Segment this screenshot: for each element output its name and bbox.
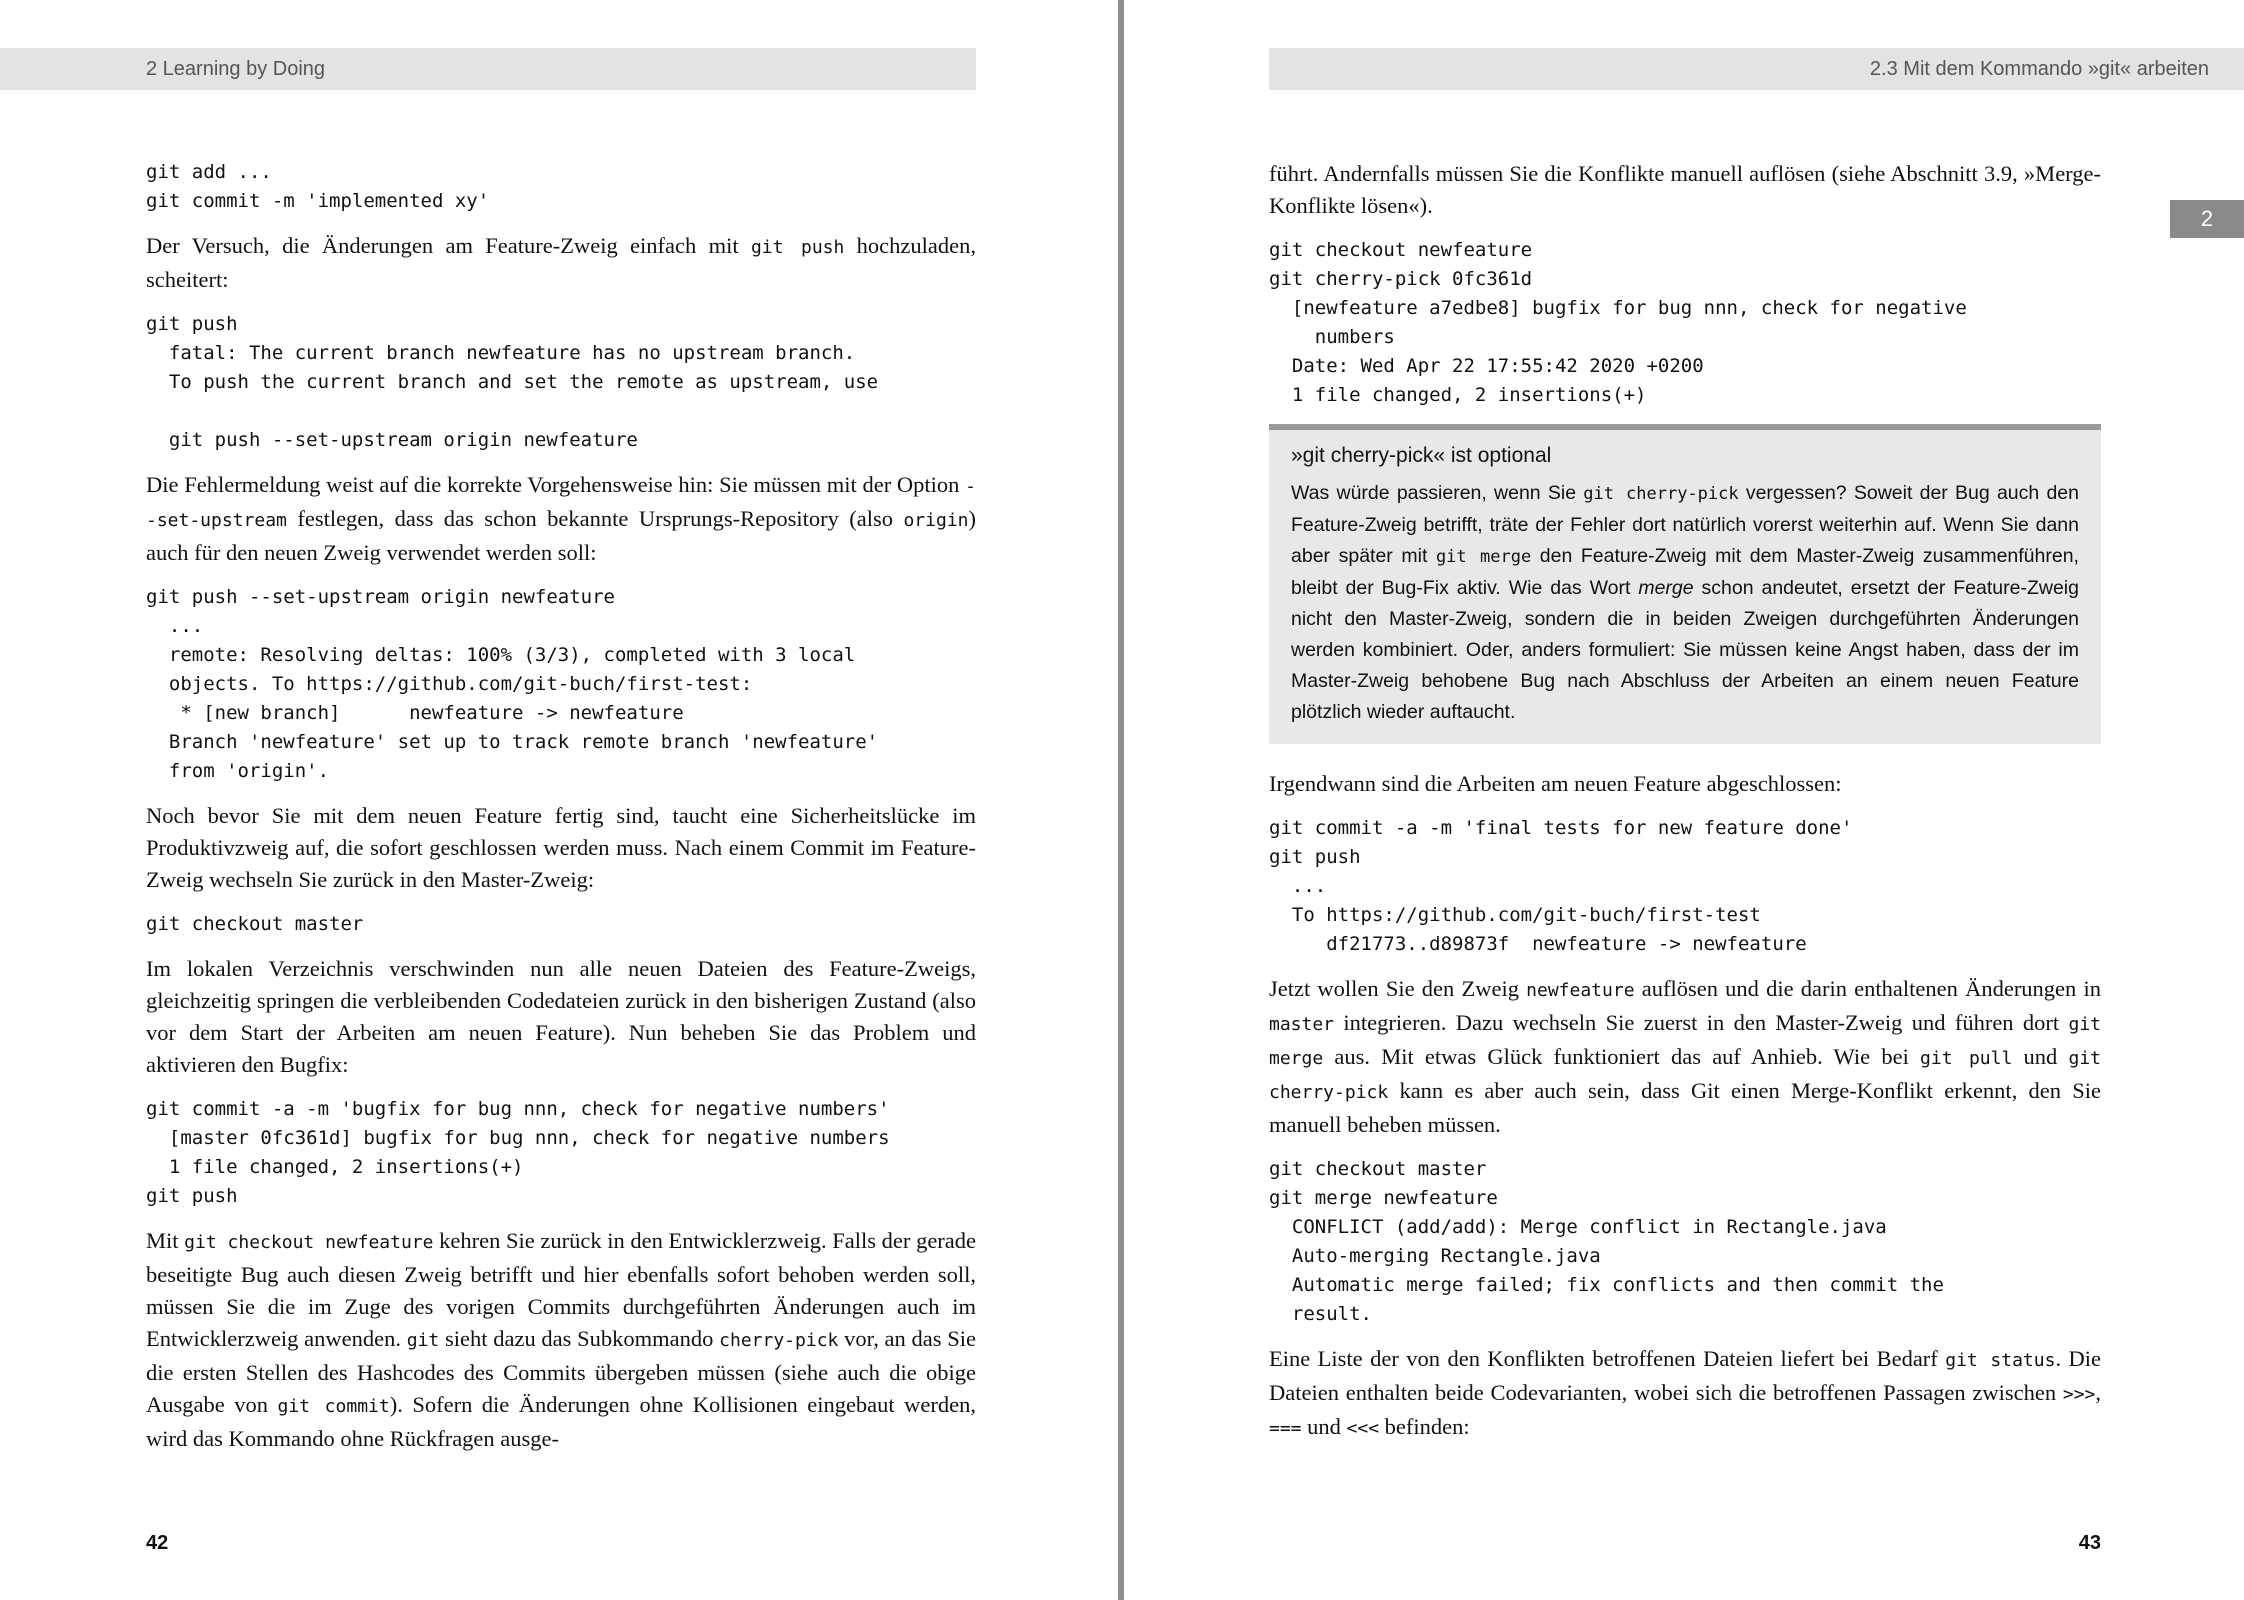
header-text: 2.3 Mit dem Kommando »git« arbeiten <box>1869 58 2209 80</box>
code-block: git commit -a -m 'final tests for new feature done' git push ... To https://github.com/git-buch/first-test df21773..d89873f newfeature -> newfeature <box>1269 817 1853 955</box>
paragraph: Mit git checkout newfeature kehren Sie zurück in den Entwicklerzweig. Falls der gerade beseitigte Bug auch diesen Zweig betrifft und hier ebenfalls sofort behoben werden soll, müssen Sie die im Zuge des vorigen Commits durchgeführten Änderungen auch im Entwicklerzweig anwenden. git sieht dazu das Subkommando cherry-pick vor, an das Sie die ersten Stellen des Hashcodes des Commits übergeben müssen (siehe auch die obige Ausgabe von git commit). Sofern die Änderungen ohne Kollisionen eingebaut werden, wird das Kommando ohne Rückfragen ausge- <box>146 1228 977 1451</box>
paragraph: Die Fehlermeldung weist auf die korrekte Vorgehensweise hin: Sie müssen mit der Option --set-upstream festlegen, dass das schon bekannte Ursprungs-Repository (also origin) auch für den neuen Zweig verwendet werden soll: <box>146 472 976 565</box>
page-content <box>146 158 976 1469</box>
code-block: git commit -a -m 'bugfix for bug nnn, check for negative numbers' [master 0fc361d] bugfix for bug nnn, check for negative numbers 1 file changed, 2 insertions(+) git push <box>146 1098 890 1207</box>
header-text: 2 Learning by Doing <box>146 58 326 80</box>
code-block: git push fatal: The current branch newfeature has no upstream branch. To push the current branch and set the remote as upstream, use git push --set-upstream origin newfeature <box>146 313 879 451</box>
info-box-title: »git cherry-pick« ist optional <box>1291 444 1552 467</box>
info-box <box>1269 424 2101 744</box>
code-block: git push --set-upstream origin newfeature ... remote: Resolving deltas: 100% (3/3), completed with 3 local objects. To https://github.com/git-buch/first-test: * [new branch] newfeature -> newfeature Branch 'newfeature' set up to track remote branch 'newfeature' from 'origin'. <box>146 586 879 782</box>
code-block: git add ... git commit -m 'implemented xy' <box>146 161 490 212</box>
paragraph: führt. Andernfalls müssen Sie die Konflikte manuell auflösen (siehe Abschnitt 3.9, »Merge-Konflikte lösen«). <box>1269 161 2101 218</box>
paragraph: Der Versuch, die Änderungen am Feature-Zweig einfach mit git push hochzuladen, scheitert: <box>146 233 976 292</box>
page-number: 43 <box>2078 1532 2101 1554</box>
info-box-text: Was würde passieren, wenn Sie git cherry-pick vergessen? Soweit der Bug auch den Feature-Zweig betrifft, träte der Fehler dort natürlich vorerst weiterhin auf. Wenn Sie dann aber später mit git merge den Feature-Zweig mit dem Master-Zweig zusammenführen, bleibt der Bug-Fix aktiv. Wie das Wort merge schon andeutet, ersetzt der Feature-Zweig nicht den Master-Zweig, sondern die in beiden Zweigen durchgeführten Änderungen werden kombiniert. Oder, anders formuliert: Sie müssen keine Angst haben, dass der im Master-Zweig behobene Bug nach Abschluss der Arbeiten an einem neuen Feature plötzlich wieder auftaucht. <box>1291 482 2079 723</box>
chapter-tab: 2 <box>2170 200 2244 238</box>
page-content <box>1269 158 2101 1459</box>
code-block: git checkout master <box>146 913 364 935</box>
page-number: 42 <box>146 1532 169 1554</box>
paragraph: Jetzt wollen Sie den Zweig newfeature auflösen und die darin enthaltenen Änderungen in master integrieren. Dazu wechseln Sie zuerst in den Master-Zweig und führen dort git merge aus. Mit etwas Glück funktioniert das auf Anhieb. Wie bei git pull und git cherry-pick kann es aber auch sein, dass Git einen Merge-Konflikt erkennt, den Sie manuell beheben müssen. <box>1269 976 2101 1137</box>
code-block: git checkout master git merge newfeature CONFLICT (add/add): Merge conflict in Rectangle.java Auto-merging Rectangle.java Automatic merge failed; fix conflicts and then commit the result. <box>1269 1158 1944 1325</box>
paragraph: Im lokalen Verzeichnis verschwinden nun alle neuen Dateien des Feature-Zweigs, gleichzeitig springen die verbleibenden Codedateien zurück in den bisherigen Zustand (also vor dem Start der Arbeiten am neuen Feature). Nun beheben Sie das Problem und aktivieren den Bugfix: <box>146 956 976 1077</box>
paragraph: Irgendwann sind die Arbeiten am neuen Feature abgeschlossen: <box>1269 771 1842 796</box>
right-page <box>1124 0 2244 1600</box>
running-header <box>1269 48 2244 90</box>
left-page <box>0 0 1118 1600</box>
code-block: git checkout newfeature git cherry-pick 0fc361d [newfeature a7edbe8] bugfix for bug nnn, check for negative numbers Date: Wed Apr 22 17:55:42 2020 +0200 1 file changed, 2 insertions(+) <box>1269 239 1967 406</box>
paragraph: Eine Liste der von den Konflikten betroffenen Dateien liefert bei Bedarf git status. Die Dateien enthalten beide Codevarianten, wobei sich die betroffenen Passagen zwischen >>>, === und <<< befinden: <box>1269 1346 2101 1439</box>
running-header <box>0 48 976 90</box>
paragraph: Noch bevor Sie mit dem neuen Feature fertig sind, taucht eine Sicherheitslücke im Produktivzweig auf, die sofort geschlossen werden muss. Nach einem Commit im Feature-Zweig wechseln Sie zurück in den Master-Zweig: <box>146 803 976 892</box>
